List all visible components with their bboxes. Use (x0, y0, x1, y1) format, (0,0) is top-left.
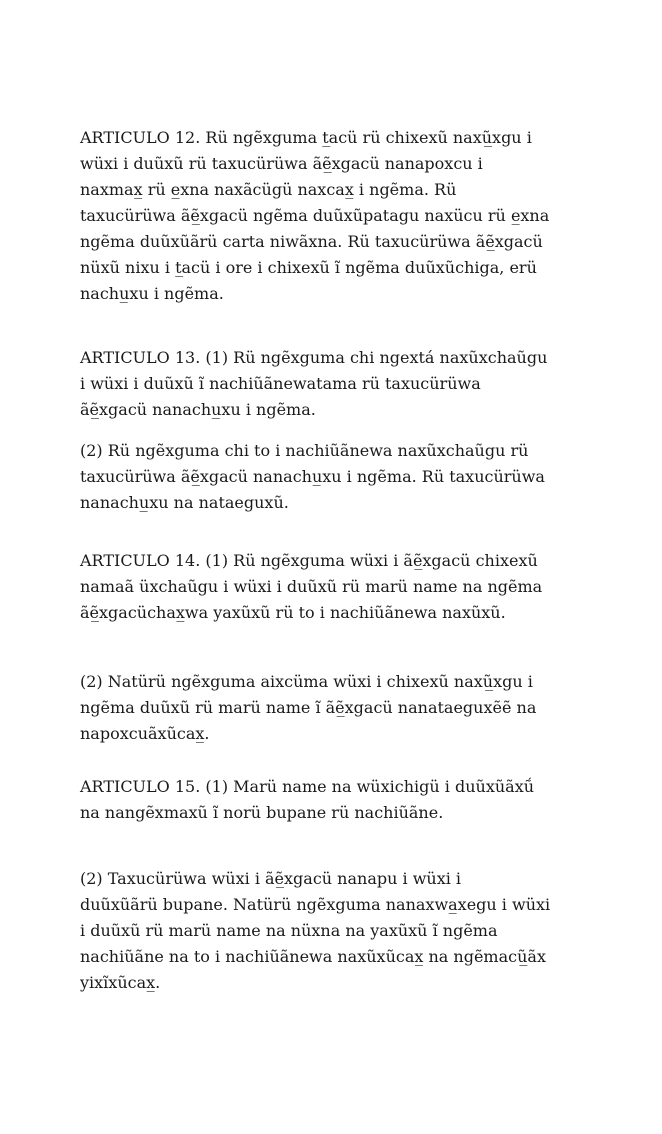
text-line: ARTICULO 14. (1) Rü ngẽxguma wüxi i ãẽ̲xgacü chixexũ (80, 551, 538, 570)
text-line: (2) Natürü ngẽxguma aixcüma wüxi i chixexũ naxũ̲xgu i (80, 672, 533, 691)
text-line: napoxcuãxũcax̲. (80, 724, 210, 743)
text-line: yixĩxũcax̲. (80, 973, 161, 992)
text-line: ARTICULO 13. (1) Rü ngẽxguma chi ngextá naxũxchaũgu (80, 348, 548, 367)
article-14-paragraph-1 (80, 548, 600, 626)
text-line: nüxũ nixu i t̲acü i ore i chixexũ ĩ ngẽma duũxũchiga, erü (80, 258, 537, 277)
text-line: nanachu̲xu na nataeguxũ. (80, 493, 289, 512)
text-line: (2) Taxucürüwa wüxi i ãẽ̲xgacü nanapu i wüxi i (80, 869, 462, 888)
text-line: naxmax̲ rü e̲xna naxãcügü naxcax̲ i ngẽma. Rü (80, 180, 457, 199)
article-13-paragraph-2 (80, 438, 600, 516)
text-line: taxucürüwa ãẽ̲xgacü nanachu̲xu i ngẽma. Rü taxucürüwa (80, 467, 545, 486)
article-12-paragraph (80, 125, 600, 307)
text-line: i wüxi i duũxũ ĩ nachiũãnewatama rü taxucürüwa (80, 374, 481, 393)
text-line: wüxi i duũxũ rü taxucürüwa ãẽ̲xgacü nanapoxcu i (80, 154, 483, 173)
article-14-paragraph-2 (80, 669, 600, 747)
text-line: (2) Rü ngẽxguma chi to i nachiũãnewa naxũxchaũgu rü (80, 441, 529, 460)
text-line: ngẽma duũxũ rü marü name ĩ ãẽ̲xgacü nanataeguxẽẽ na (80, 698, 537, 717)
text-line: ãẽ̲xgacü nanachu̲xu i ngẽma. (80, 400, 316, 419)
text-line: ARTICULO 15. (1) Marü name na wüxichigü i duũxũãxṹ (80, 777, 535, 796)
text-line: duũxũãrü bupane. Natürü ngẽxguma nanaxwa̲xegu i wüxi (80, 895, 551, 914)
text-line: i duũxũ rü marü name na nüxna na yaxũxũ ĩ ngẽma (80, 921, 498, 940)
article-13-paragraph-1 (80, 345, 600, 423)
text-line: ngẽma duũxũãrü carta niwãxna. Rü taxucürüwa ãẽ̲xgacü (80, 232, 543, 251)
text-line: taxucürüwa ãẽ̲xgacü ngẽma duũxũpatagu naxücu rü e̲xna (80, 206, 550, 225)
text-line: nachiũãne na to i nachiũãnewa naxũxũcax̲ na ngẽmacũ̲ãx (80, 947, 546, 966)
text-line: nachu̲xu i ngẽma. (80, 284, 224, 303)
text-line: namaã üxchaũgu i wüxi i duũxũ rü marü name na ngẽma (80, 577, 543, 596)
text-line: na nangẽxmaxũ ĩ norü bupane rü nachiũãne. (80, 803, 444, 822)
text-line: ARTICULO 12. Rü ngẽxguma t̲acü rü chixexũ naxũ̲xgu i (80, 128, 532, 147)
article-15-paragraph-2 (80, 866, 600, 996)
article-15-paragraph-1 (80, 774, 600, 826)
text-line: ãẽ̲xgacüchax̲wa yaxũxũ rü to i nachiũãnewa naxũxũ. (80, 603, 506, 622)
